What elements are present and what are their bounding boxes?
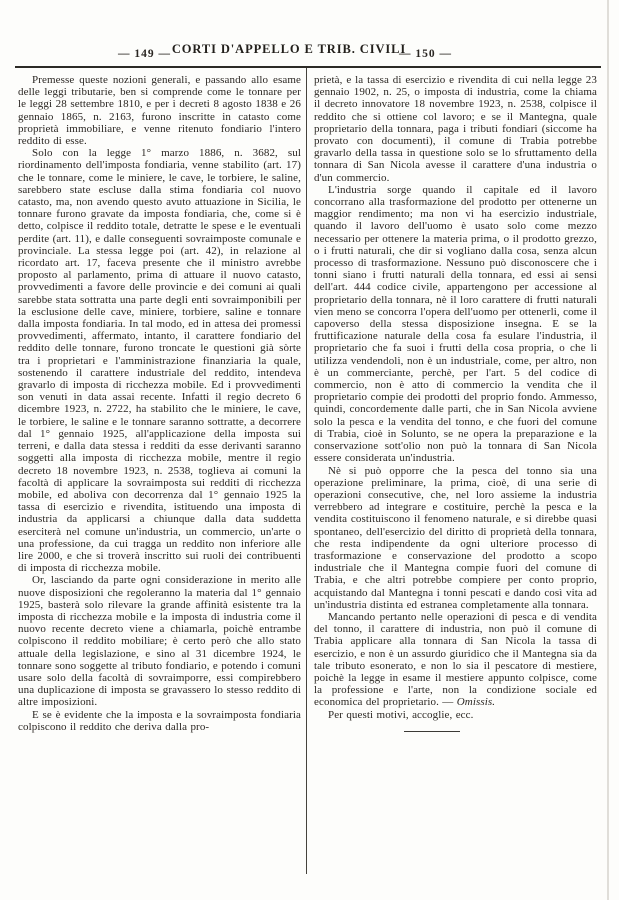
paragraph: Premesse queste nozioni generali, e passando allo esame delle leggi tributarie, ben si comprende come le tonnare per le leggi 28 settembre 1810, e per i decreti 8 agosto 1838 e 26 gennaio 1865, n. 2163, furono inscritte in catasto come proprietà immobiliare, e venne ritenuto fondiario l'intero reddito di esse. [18,74,301,148]
right-page-number: — 150 — [399,48,452,60]
paragraph: E se è evidente che la imposta e la sovraimposta fondiaria colpiscono il reddito che deriva dalla pro- [18,708,301,733]
paragraph: L'industria sorge quando il capitale ed il lavoro concorrano alla trasformazione del prodotto per ottenerne un maggior rendimento; ma non vi ha esercizio industriale, quando il lavoro dell'uomo è usato solo come mezzo necessario per ottenere la materia prima, o il prodotto grezzo, o i frutti naturali, che dir si vogliano dalla cosa, senza alcun processo di trasformazione. Nessuno può disconoscere che i tonni siano i frutti naturali della tonnara, ed essi ai sensi dell'art. 444 codice civile, appartengono per accessione al proprietario della tonnara, nè il loro carattere di frutti naturali vien meno se concorra l'opera dell'uomo per ottenerli, come il capoverso della stessa disposizione insegna. E se la fruttificazione naturale della cosa fa esulare l'industria, il proprietario che fa suoi i frutti della cosa propria, o che li utilizza vendendoli, non è un industriale, come, per altro, non è un commerciante, perchè, per l'art. 5 del codice di commercio, non è atto di commercio la vendita che il proprietario compie dei prodotti del proprio fondo. Ammesso, quindi, concordemente dalle parti, che in San Nicola avviene solo la pesca e la vendita del tonno, e che fuori del comune di Trabia, cioè in Solunto, se ne opera la preparazione e la conservazione sott'olio non può la tonnara di San Nicola essere considerata un'industria. [314,183,597,465]
closing-line: Per questi motivi, accoglie, ecc. [328,708,474,721]
column-divider [306,68,307,874]
page-title: CORTI D'APPELLO E TRIB. CIVILI [171,42,407,56]
left-column [18,74,301,733]
end-rule [404,731,460,732]
scan-edge-line [607,0,609,900]
paragraph: Nè si può opporre che la pesca del tonno sia una operazione preliminare, la prima, cioè, di una serie di operazioni consecutive, che, nel loro assieme la industria verrebbero ad integrare e costituire, perchè la pesca e la vendita costituiscono il fenomeno naturale, e si direbbe quasi spontaneo, dell'esercizio del diritto di proprietà della tonnara, che resta indipendente da ogni ulteriore processo di trasformazione e conservazione del prodotto a scopo industriale che il Mantegna compie fuori del comune di Trabia, e che altri potrebbe compiere per conto proprio, acquistando dal Mantegna i tonni pescati e dando così vita ad un'industria distinta ed estranea completamente alla tonnara. [314,464,597,611]
paragraph: Solo con la legge 1° marzo 1886, n. 3682, sul riordinamento dell'imposta fondiaria, venne stabilito (art. 17) che le tonnare, come le miniere, le cave, le torbiere, le saline, sarebbero state escluse dalla stima fondiaria col nuovo catasto, ma, non avendo questo avuto attuazione in Sicilia, le tonnare furono gravate da imposta fondiaria, che, come si è detto, colpisce il reddito totale, detratte le spese e le eventuali perdite (art. 11), e dalle conseguenti sovraimposte comunale e provinciale. La stessa legge poi (art. 42), in relazione al ricordato art. 17, faceva presente che il ministro avrebbe proposto al parlamento, prima di attuare il nuovo catasto, provvedimenti a favore delle provincie e dei comuni ai quali sarebbe stata sottratta una parte degli enti sovraimponibili per la esclusione delle cave, miniere, torbiere, saline e tonnare dalla imposta fondiaria. In tal modo, ed in attesa dei promessi provvedimenti, affermato, intanto, il carattere fondiario del reddito delle tonnare, furono troncate le questioni già sòrte tra i proprietari e l'amministrazione finanziaria la quale, sostenendo il carattere industriale del reddito, intendeva gravarlo di imposta di ricchezza mobile. Ed i provvedimenti son venuti in data assai recente. Infatti il regio decreto 6 dicembre 1923, n. 2722, ha stabilito che le miniere, le cave, le torbiere, le saline e le tonnare saranno sottratte, a decorrere dal 1° gennaio 1925, all'applicazione della imposta sui terreni, e dalla data stessa i redditi da esse derivanti saranno soggetti alla imposta di ricchezza mobile, mentre il regio decreto 18 novembre 1923, n. 2538, toglieva ai comuni la facoltà di applicare la sovraimposta sui redditi di ricchezza mobile, ed aboliva con decorrenza dal 1° gennaio 1925 la tassa di esercizio e rivendita, istituendo una imposta di industria da applicarsi a chiunque dalla data suddetta eserciterà nel comune un'industria, un commercio, un'arte o una professione, da cui tragga un reddito non inferiore alle lire 2000, e che si troverà inscritto sui ruoli dei contribuenti di imposta di ricchezza mobile. [18,147,301,575]
header-rule [15,66,601,68]
paragraph-text: Mancando pertanto nelle operazioni di pesca e di vendita del tonno, il carattere di industria, non può il comune di Trabia applicare alla tonnara di San Nicola la tassa di esercizio, e non è un assurdo giuridico che il Mantegna sia da tale tributo esonerato, e non lo sia il pescatore di mestiere, poichè la legge in esame il mestiere appunto colpisce, come la professione e l'arte, non la condizione sociale ed economica del proprietario. — [314,610,597,709]
paragraph: prietà, e la tassa di esercizio e rivendita di cui nella legge 23 gennaio 1902, n. 25, o imposta di industria, come la chiama il decreto innovatore 18 novembre 1923, n. 2538, colpisce il reddito che si ottiene col lavoro; e se il Mantegna, quale proprietario della tonnara, paga i tributi fondiari (siccome ha provato con documenti), il comune di Trabia potrebbe gravarlo della tassa in questione solo se lo sfruttamento della tonnara di San Nicola avesse il carattere d'una industria o d'un commercio. [314,74,597,184]
page-header [0,0,619,66]
omissis-label: Omissis. [456,696,496,709]
left-page-number: — 149 — [118,48,171,60]
right-column [314,74,597,732]
paragraph: Or, lasciando da parte ogni considerazione in merito alle nuove disposizioni che regoleranno la materia dal 1° gennaio 1925, basterà solo rilevare la grande affinità esistente tra la imposta di ricchezza mobile e la imposta di industria come il nuovo recente decreto viene a chiamarla, poichè entrambe colpiscono il reddito mobiliare; è certo però che allo stato attuale della legislazione, e sino al 31 dicembre 1924, le tonnare sono soggette al tributo fondiario, e potendo i comuni usare solo della facoltà di sovraimporre, essi compirebbero una duplicazione di imposta se gravassero lo stesso reddito di altre imposizioni. [18,574,301,709]
paragraph [314,611,597,709]
